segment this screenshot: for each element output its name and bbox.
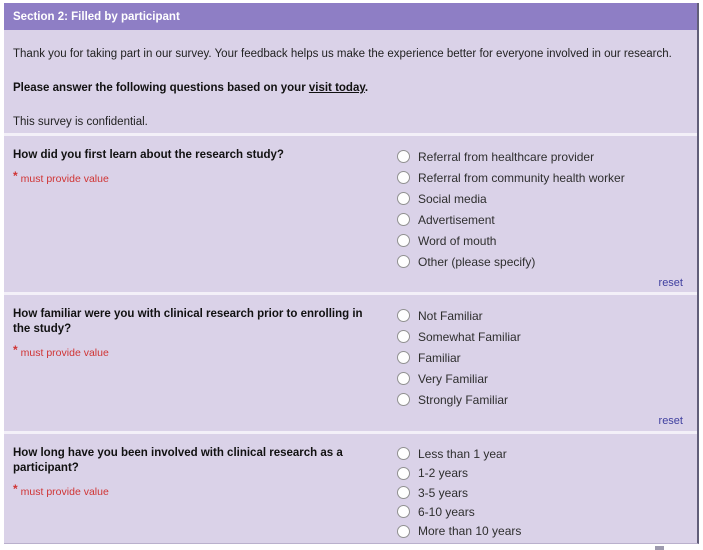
survey-intro <box>4 30 697 133</box>
question-label: How long have you been involved with clinical research as a participant? <box>13 447 343 474</box>
radio-button-icon[interactable] <box>397 150 410 163</box>
required-indicator: * must provide value <box>13 169 109 185</box>
radio-option[interactable] <box>397 368 683 389</box>
radio-option-label: Somewhat Familiar <box>418 329 521 344</box>
required-asterisk-icon: * <box>13 169 18 183</box>
question-label: How did you first learn about the research study? <box>13 149 284 161</box>
radio-option[interactable] <box>397 209 683 230</box>
required-indicator: * must provide value <box>13 343 109 359</box>
radio-option-label: Not Familiar <box>418 308 483 323</box>
radio-option-label: Very Familiar <box>418 371 489 386</box>
radio-option[interactable] <box>397 483 683 502</box>
radio-option-label: Less than 1 year <box>418 446 507 461</box>
radio-option-label: 6-10 years <box>418 504 475 519</box>
section-header <box>4 3 697 30</box>
radio-option-label: Referral from community health worker <box>418 170 625 185</box>
radio-option[interactable] <box>397 502 683 521</box>
radio-option[interactable] <box>397 389 683 410</box>
radio-option-label: Other (please specify) <box>418 254 536 269</box>
required-asterisk-icon: * <box>13 343 18 357</box>
visit-today-emphasis: visit today <box>308 82 365 94</box>
radio-button-icon[interactable] <box>397 171 410 184</box>
radio-button-icon[interactable] <box>397 486 410 499</box>
radio-option-label: Familiar <box>418 350 461 365</box>
radio-option-label: 3-5 years <box>418 485 469 500</box>
radio-option[interactable] <box>397 146 683 167</box>
radio-option[interactable] <box>397 444 683 463</box>
required-indicator: * must provide value <box>13 482 109 498</box>
radio-option[interactable] <box>397 251 683 272</box>
radio-option-label: 1-2 years <box>418 466 469 481</box>
question-row-learn-about-study <box>4 136 697 292</box>
reset-link[interactable]: reset <box>658 415 683 427</box>
radio-option[interactable] <box>397 326 683 347</box>
radio-button-icon[interactable] <box>397 309 410 322</box>
radio-button-icon[interactable] <box>397 213 410 226</box>
radio-button-icon[interactable] <box>397 255 410 268</box>
radio-option[interactable] <box>397 188 683 209</box>
question-row-familiarity <box>4 295 697 431</box>
question-row-involvement-duration <box>4 434 697 541</box>
question-label: How familiar were you with clinical research prior to enrolling in the study? <box>13 308 363 335</box>
radio-option[interactable] <box>397 230 683 251</box>
radio-option-label: More than 10 years <box>418 524 522 539</box>
radio-button-icon[interactable] <box>397 234 410 247</box>
radio-option[interactable] <box>397 305 683 326</box>
radio-option-label: Advertisement <box>418 212 495 227</box>
required-asterisk-icon: * <box>13 482 18 496</box>
intro-paragraph-confidential: This survey is confidential. <box>13 116 148 128</box>
radio-button-icon[interactable] <box>397 330 410 343</box>
radio-button-icon[interactable] <box>397 393 410 406</box>
radio-button-icon[interactable] <box>397 192 410 205</box>
survey-panel <box>4 3 699 544</box>
radio-button-icon[interactable] <box>397 351 410 364</box>
scrollbar-thumb[interactable] <box>655 546 664 550</box>
section-title: Section 2: Filled by participant <box>13 10 180 23</box>
radio-option[interactable] <box>397 463 683 482</box>
radio-option-label: Word of mouth <box>418 233 497 248</box>
radio-option-label: Referral from healthcare provider <box>418 149 595 164</box>
radio-option[interactable] <box>397 522 683 541</box>
radio-option[interactable] <box>397 167 683 188</box>
reset-link[interactable]: reset <box>658 277 683 289</box>
radio-button-icon[interactable] <box>397 505 410 518</box>
radio-option-label: Strongly Familiar <box>418 392 509 407</box>
radio-button-icon[interactable] <box>397 525 410 538</box>
intro-paragraph-thankyou: Thank you for taking part in our survey. Your feedback helps us make the experience better for everyone involved in our research. <box>13 48 672 60</box>
intro-paragraph-instructions: Please answer the following questions based on your visit today. <box>13 82 369 94</box>
radio-button-icon[interactable] <box>397 467 410 480</box>
radio-option-label: Social media <box>418 191 487 206</box>
radio-option[interactable] <box>397 347 683 368</box>
radio-button-icon[interactable] <box>397 372 410 385</box>
radio-button-icon[interactable] <box>397 447 410 460</box>
